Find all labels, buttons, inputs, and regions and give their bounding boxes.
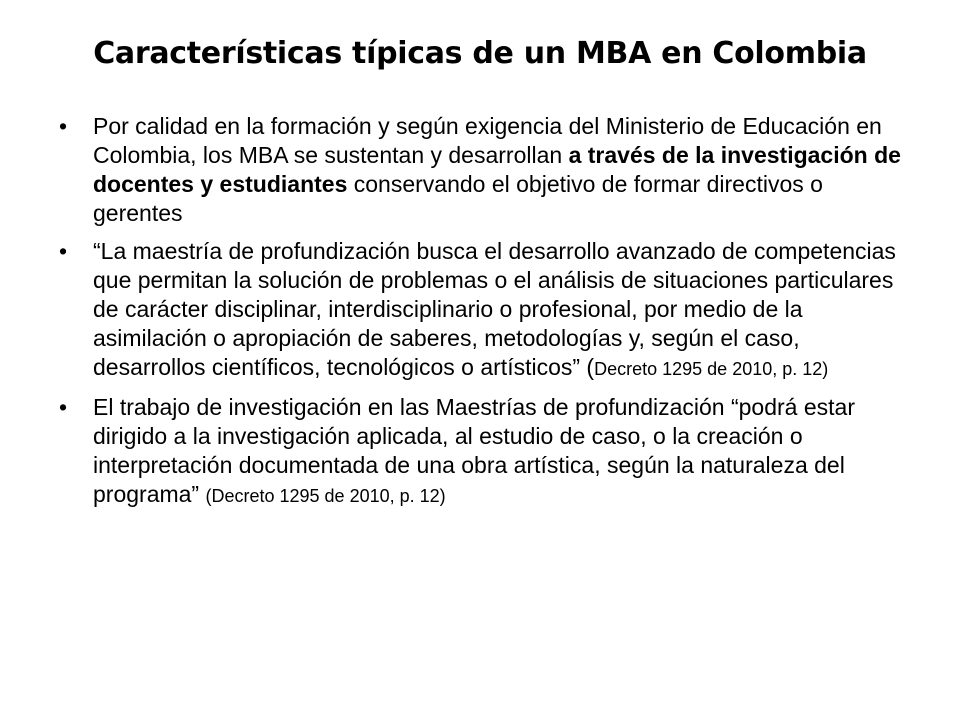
bullet-marker: • [59, 238, 68, 264]
bullet-item-1 [59, 112, 913, 228]
bullet-item-2 [59, 237, 913, 384]
slide-title: Características típicas de un MBA en Colombia [93, 36, 867, 71]
bullet-text: conservando el objetivo de formar directivos o gerentes [93, 171, 823, 226]
citation: (Decreto 1295 de 2010, p. 12) [205, 486, 446, 506]
bullet-item-3 [59, 393, 913, 511]
bullet-marker: • [59, 394, 68, 420]
bullet-marker: • [59, 113, 68, 139]
bullet-bold-text: a través de la investigación de docentes y estudiantes [93, 142, 901, 197]
bullet-text: Por calidad en la formación y según exigencia del Ministerio de Educación en Colombia, los MBA se sustentan y desarrollan [93, 113, 882, 168]
bullet-text: “La maestría de profundización busca el desarrollo avanzado de competencias que permitan la solución de problemas o el análisis de situaciones particulares de carácter disciplinar, interdisciplinario o profesional, por medio de la asimilación o apropiación de saberes, metodologías y, según el caso, desarrollos científicos, tecnológicos o artísticos” ( [93, 238, 896, 380]
citation: Decreto 1295 de 2010, p. 12) [594, 359, 829, 379]
bullet-text: El trabajo de investigación en las Maestrías de profundización “podrá estar dirigido a la investigación aplicada, al estudio de caso, o la creación o interpretación documentada de una obra artística, según la naturaleza del programa” [93, 394, 855, 507]
bullet-list [59, 112, 913, 520]
